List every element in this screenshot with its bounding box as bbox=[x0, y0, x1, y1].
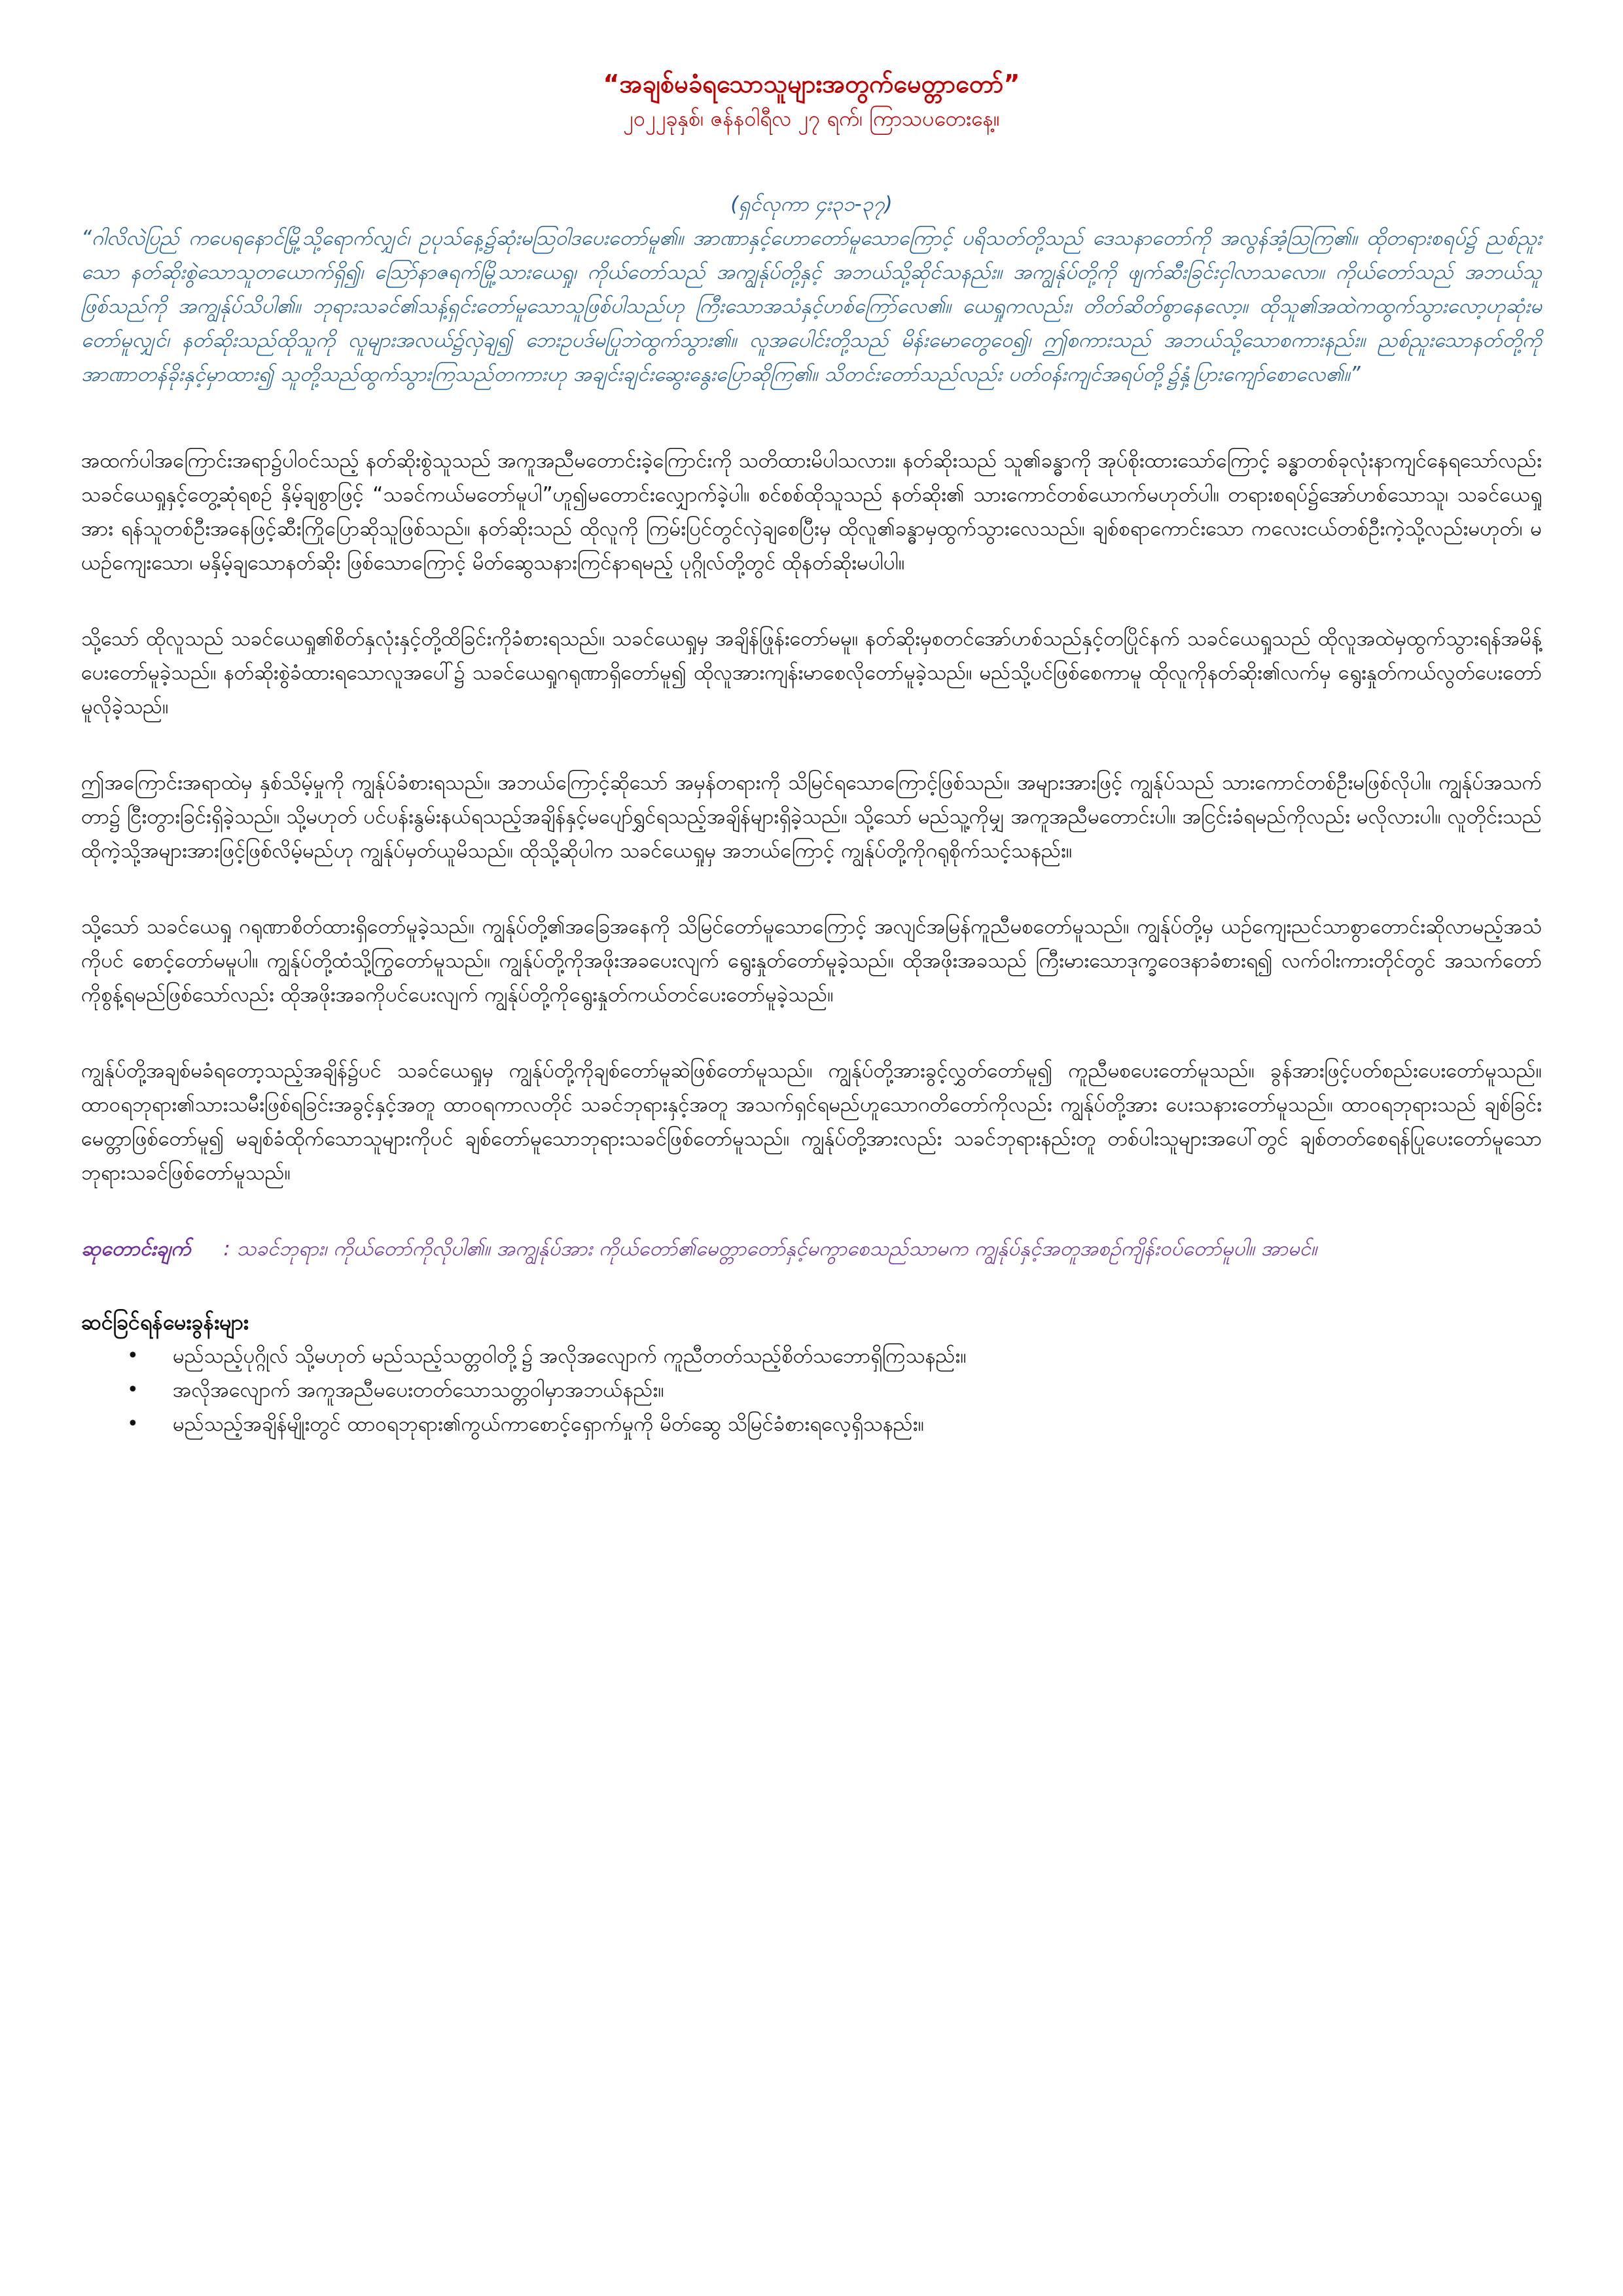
question-text: အလိုအလျောက် အကူအညီမပေးတတ်သောသတ္တဝါမှာအဘယ်နည်း။ bbox=[173, 1378, 664, 1402]
page-date: ၂၀၂၂ခုနှစ်၊ ဇန်နဝါရီလ ၂၇ ရက်၊ ကြာသပတေးနေ့။ bbox=[623, 106, 1000, 131]
list-item bbox=[127, 1339, 1542, 1373]
body-paragraph: သို့သော် ထိုလူသည် သခင်ယေရှု၏စိတ်နှလုံးနှင့်တို့ထိခြင်းကိုခံစားရသည်။ သခင်ယေရှုမှ အချိန်ဖြုန်းတော်မမူ။ နတ်ဆိုးမှစတင်အော်ဟစ်သည်နှင့်တပြိုင်နက် သခင်ယေရှုသည် ထိုလူအထဲမှထွက်သွားရန်အမိန့်ပေးတော်မူခဲ့သည်။ နတ်ဆိုးစွဲခံထားရသောလူအပေါ်၌ သခင်ယေရှုဂရုဏာရှိတော်မူ၍ ထိုလူအားကျန်းမာစေလိုတော်မူခဲ့သည်။ မည်သို့ပင်ဖြစ်စေကာမူ ထိုလူကိုနတ်ဆိုး၏လက်မှ ရွေးနှုတ်ကယ်လွတ်ပေးတော်မူလိုခဲ့သည်။ bbox=[81, 627, 1542, 719]
bullet-icon: • bbox=[127, 1344, 139, 1367]
body-paragraph: ကျွန်ုပ်တို့အချစ်မခံရတော့သည့်အချိန်၌ပင် သခင်ယေရှုမှ ကျွန်ုပ်တို့ကိုချစ်တော်မူဆဲဖြစ်တော်မူသည်။ ကျွန်ုပ်တို့အားခွင့်လွှတ်တော်မူ၍ ကူညီမစပေးတော်မူသည်။ ခွန်အားဖြင့်ပတ်စည်းပေးတော်မူသည်။ ထာဝရဘုရား၏သားသမီးဖြစ်ရခြင်းအခွင့်နှင့်အတူ ထာဝရကာလတိုင် သခင်ဘုရားနှင့်အတူ အသက်ရှင်ရမည်ဟူသောဂတိတော်ကိုလည်း ကျွန်ုပ်တို့အား ပေးသနားတော်မူသည်။ ထာဝရဘုရားသည် ချစ်ခြင်းမေတ္တာဖြစ်တော်မူ၍ မချစ်ခံထိုက်သောသူများကိုပင် ချစ်တော်မူသောဘုရားသခင်ဖြစ်တော်မူသည်။ ကျွန်ုပ်တို့အားလည်း သခင်ဘုရားနည်းတူ တစ်ပါးသူများအပေါ်တွင် ချစ်တတ်စေရန်ပြုပေးတော်မူသောဘုရားသခင်ဖြစ်တော်မူသည်။ bbox=[81, 1059, 1542, 1185]
questions-title: ဆင်ခြင်ရန်မေးခွန်းများ bbox=[81, 1310, 249, 1335]
bullet-icon: • bbox=[127, 1378, 139, 1401]
scripture-text: “ဂါလိလဲပြည် ကပေရနောင်မြို့သို့ရောက်လျှင်၊ ဥပုသ်နေ့၌ဆုံးမသြဝါဒပေးတော်မူ၏။ အာဏာနှင့်ဟောတော်မူသောကြောင့် ပရိသတ်တို့သည် ဒေသနာတော်ကို အလွန်အံ့ဩကြ၏။ ထိုတရားစရပ်၌ ညစ်ညူးသော နတ်ဆိုးစွဲသောသူတယောက်ရှိ၍၊ ဩော်နာဇရက်မြို့သားယေရှု၊ ကိုယ်တော်သည် အကျွန်ုပ်တို့နှင့် အဘယ်သို့ဆိုင်သနည်း။ အကျွန်ုပ်တို့ကို ဖျက်ဆီးခြင်းငှါလာသလော။ ကိုယ်တော်သည် အဘယ်သူဖြစ်သည်ကို အကျွန်ုပ်သိပါ၏။ ဘုရားသခင်၏သန့်ရှင်းတော်မူသောသူဖြစ်ပါသည်ဟု ကြီးသောအသံနှင့်ဟစ်ကြော်လေ၏။ ယေရှုကလည်း၊ တိတ်ဆိတ်စွာနေလော့။ ထိုသူ၏အထဲကထွက်သွားလော့ဟုဆုံးမတော်မူလျှင်၊ နတ်ဆိုးသည်ထိုသူကို လူများအလယ်၌လှဲချ၍ ဘေးဥပဒ်မပြုဘဲထွက်သွား၏။ လူအပေါင်းတို့သည် မိန်းမောတွေဝေ၍၊ ဤစကားသည် အဘယ်သို့သောစကားနည်း။ ညစ်ညူးသောနတ်တို့ကို အာဏာတန်ခိုးနှင့်မှာထား၍ သူတို့သည်ထွက်သွားကြသည်တကားဟု အချင်းချင်းဆွေးနွေးပြောဆိုကြ၏။ သိတင်းတော်သည်လည်း ပတ်ဝန်းကျင်အရပ်တို့၌နှံ့ပြားကျော်စောလေ၏။” bbox=[81, 226, 1542, 386]
page-title: “အချစ်မခံရသောသူများအတွက်မေတ္တာတော်” bbox=[603, 69, 1020, 98]
scripture-reference: (ရှင်လုကာ ၄း၃၁-၃၇) bbox=[730, 192, 893, 216]
list-item bbox=[127, 1407, 1542, 1441]
prayer-label: ဆုတောင်းချက် bbox=[81, 1237, 191, 1261]
question-text: မည်သည့်ပုဂ္ဂိုလ် သို့မဟုတ် မည်သည့်သတ္တဝါတို့၌ အလိုအလျောက် ကူညီတတ်သည့်စိတ်သဘောရှိကြသနည်း။ bbox=[173, 1344, 967, 1368]
prayer-block bbox=[81, 1232, 1542, 1266]
prayer-text: : သခင်ဘုရား၊ ကိုယ်တော်ကိုလိုပါ၏။ အကျွန်ုပ်အား ကိုယ်တော်၏မေတ္တာတော်နှင့်မကွာစေသည်သာမက ကျွန်ုပ်နှင့်အတူအစဉ်ကျိန်းဝပ်တော်မူပါ။ အာမင်။ bbox=[223, 1237, 1317, 1261]
body-paragraph: သို့သော် သခင်ယေရှု ဂရုဏာစိတ်ထားရှိတော်မူခဲ့သည်။ ကျွန်ုပ်တို့၏အခြေအနေကို သိမြင်တော်မူသောကြောင့် အလျင်အမြန်ကူညီမစတော်မူသည်။ ကျွန်ုပ်တို့မှ ယဉ်ကျေးညင်သာစွာတောင်းဆိုလာမည့်အသံကိုပင် စောင့်တော်မမူပါ။ ကျွန်ုပ်တို့ထံသို့ကြွတော်မူသည်။ ကျွန်ုပ်တို့ကိုအဖိုးအခပေးလျက် ရွေးနှုတ်တော်မူခဲ့သည်။ ထိုအဖိုးအခသည် ကြီးမားသောဒုက္ခဝေဒနာခံစားရ၍ လက်ဝါးကားတိုင်တွင် အသက်တော်ကိုစွန့်ရမည်ဖြစ်သော်လည်း ထိုအဖိုးအခကိုပင်ပေးလျက် ကျွန်ုပ်တို့ကိုရွေးနှုတ်ကယ်တင်ပေးတော်မူခဲ့သည်။ bbox=[81, 915, 1542, 1007]
questions-list bbox=[81, 1339, 1542, 1441]
body-paragraph: အထက်ပါအကြောင်းအရာ၌ပါဝင်သည့် နတ်ဆိုးစွဲသူသည် အကူအညီမတောင်းခဲ့ကြောင်းကို သတိထားမိပါသလား။ နတ်ဆိုးသည် သူ၏ခန္ဓာကို အုပ်စိုးထားသော်ကြောင့် ခန္ဓာတစ်ခုလုံးနာကျင်နေရသော်လည်း သခင်ယေရှုနှင့်တွေ့ဆုံရစဉ် နှိမ့်ချစွာဖြင့် “သခင်ကယ်မတော်မူပါ”ဟူ၍မတောင်းလျှောက်ခဲ့ပါ။ စင်စစ်ထိုသူသည် နတ်ဆိုး၏ သားကောင်တစ်ယောက်မဟုတ်ပါ။ တရားစရပ်၌အော်ဟစ်သောသူ၊ သခင်ယေရှုအား ရန်သူတစ်ဦးအနေဖြင့်ဆီးကြိုပြောဆိုသူဖြစ်သည်။ နတ်ဆိုးသည် ထိုလူကို ကြမ်းပြင်တွင်လှဲချစေပြီးမှ ထိုလူ၏ခန္ဓာမှထွက်သွားလေသည်။ ချစ်စရာကောင်းသော ကလေးငယ်တစ်ဦးကဲ့သို့လည်းမဟုတ်၊ မယဉ်ကျေးသော၊ မနှိမ့်ချသောနတ်ဆိုး ဖြစ်သောကြောင့် မိတ်ဆွေသနားကြင်နာရမည့် ပုဂ္ဂိုလ်တို့တွင် ထိုနတ်ဆိုးမပါပါ။ bbox=[81, 449, 1542, 575]
body-paragraph: ဤအကြောင်းအရာထဲမှ နှစ်သိမ့်မှုကို ကျွန်ုပ်ခံစားရသည်။ အဘယ်ကြောင့်ဆိုသော် အမှန်တရားကို သိမြင်ရသောကြောင့်ဖြစ်သည်။ အများအားဖြင့် ကျွန်ုပ်သည် သားကောင်တစ်ဦးမဖြစ်လိုပါ။ ကျွန်ုပ်အသက်တာ၌ ငြီးတွားခြင်းရှိခဲ့သည်။ သို့မဟုတ် ပင်ပန်းနွမ်းနယ်ရသည့်အချိန်နှင့်မပျော်ရွှင်ရသည့်အချိန်များရှိခဲ့သည်။ သို့သော် မည်သူ့ကိုမျှ အကူအညီမတောင်းပါ။ အငြင်းခံရမည်ကိုလည်း မလိုလားပါ။ လူတိုင်းသည် ထိုကဲ့သို့အများအားဖြင့်ဖြစ်လိမ့်မည်ဟု ကျွန်ုပ်မှတ်ယူမိသည်။ ထိုသို့ဆိုပါက သခင်ယေရှုမှ အဘယ်ကြောင့် ကျွန်ုပ်တို့ကိုဂရုစိုက်သင့်သနည်း။ bbox=[81, 771, 1542, 863]
question-text: မည်သည့်အချိန်မျိုးတွင် ထာဝရဘုရား၏ကွယ်ကာစောင့်ရှောက်မှုကို မိတ်ဆွေ သိမြင်ခံစားရလေ့ရှိသနည်း။ bbox=[173, 1412, 925, 1436]
bullet-icon: • bbox=[127, 1412, 139, 1435]
list-item bbox=[127, 1373, 1542, 1407]
